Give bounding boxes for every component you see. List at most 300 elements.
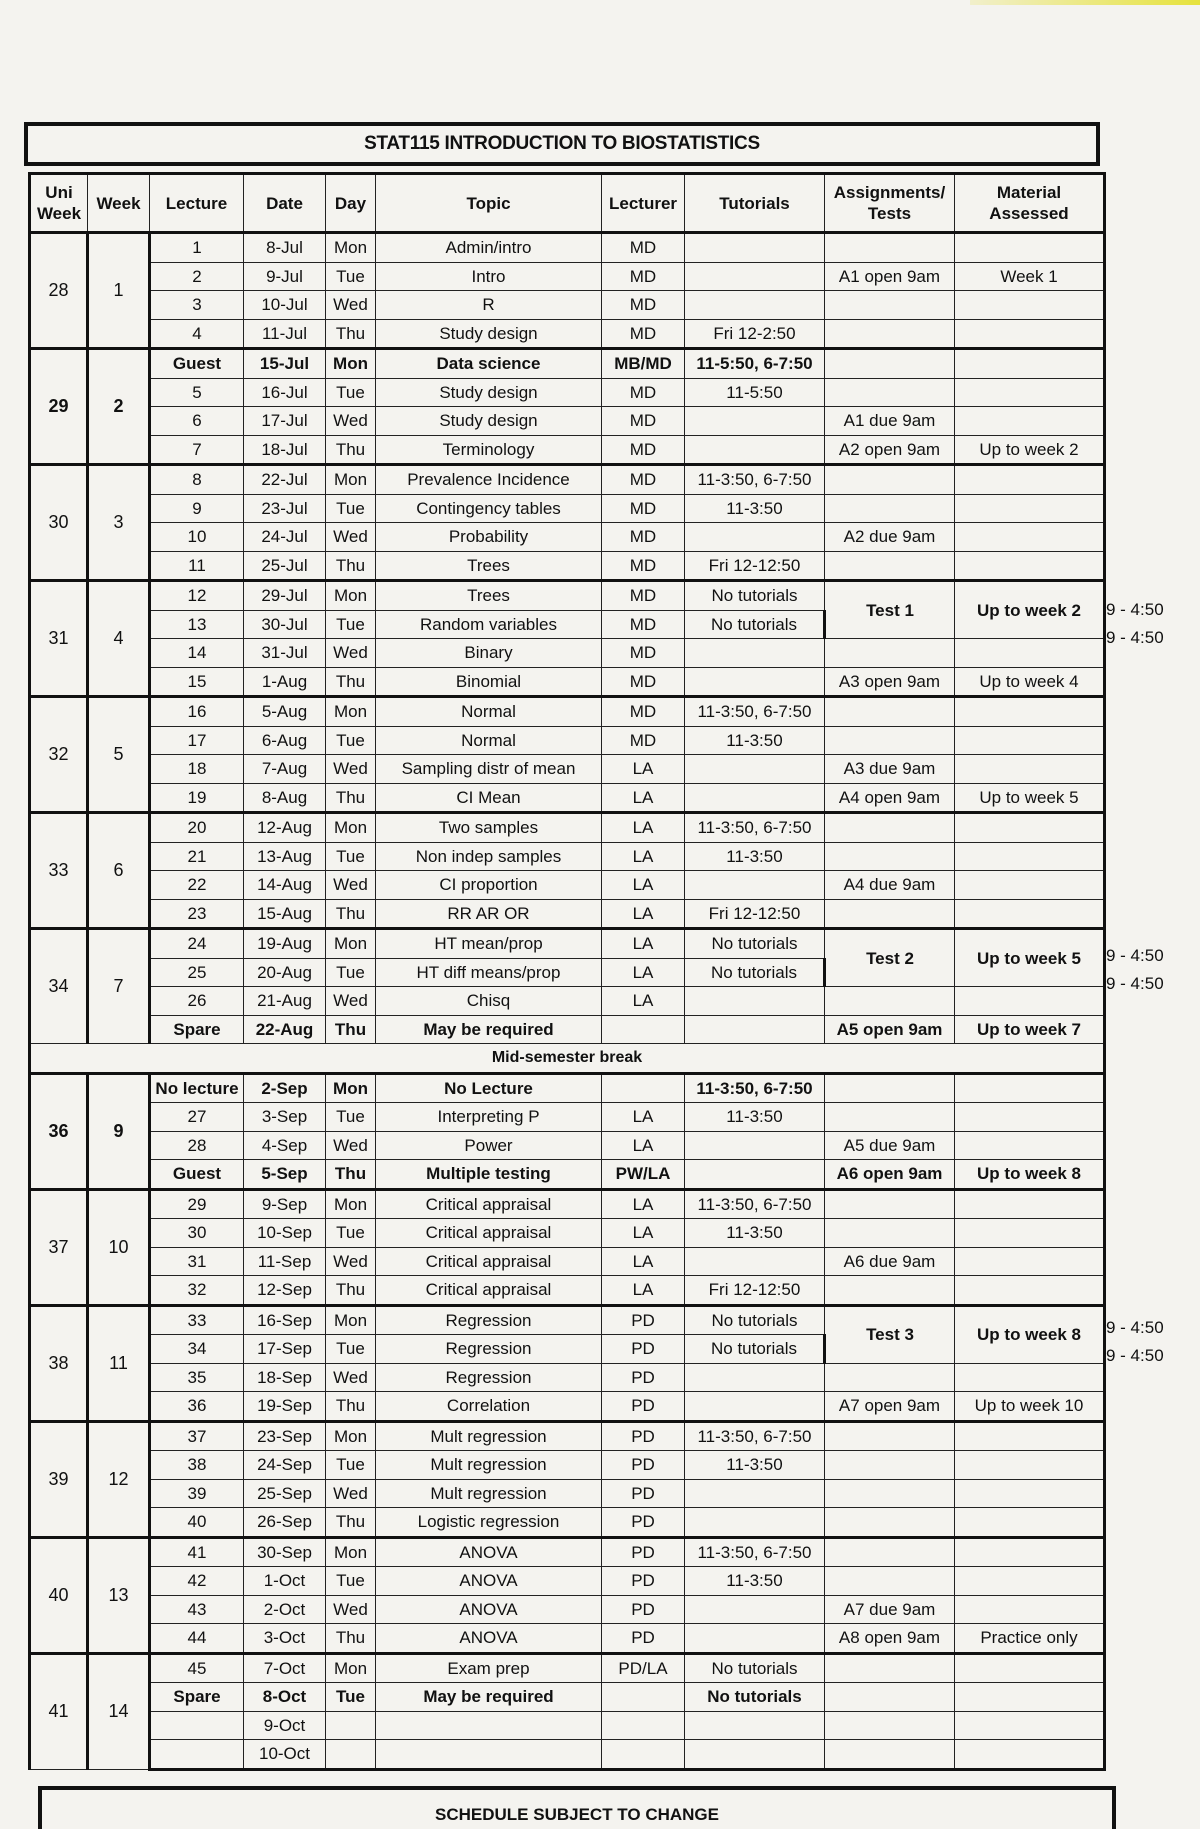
side-note: 9 - 4:50 [1106, 600, 1164, 619]
lecturer-cell: MD [602, 551, 685, 581]
table-row [30, 319, 1105, 349]
table-row [30, 1073, 1105, 1103]
lecturer-cell: LA [602, 871, 685, 900]
tutorials-cell: 11-3:50, 6-7:50 [685, 813, 825, 843]
date-cell: 8-Oct [244, 1683, 326, 1712]
day-cell: Wed [326, 523, 376, 552]
week-cell: 5 [88, 697, 150, 813]
tutorials-cell [685, 1247, 825, 1276]
day-cell: Mon [326, 581, 376, 611]
lecture-cell: 1 [150, 233, 244, 263]
day-cell: Tue [326, 1335, 376, 1364]
date-cell: 2-Oct [244, 1595, 326, 1624]
lecture-cell: 29 [150, 1189, 244, 1219]
assignment-cell [825, 1740, 955, 1770]
table-row [30, 1624, 1105, 1654]
material-cell: Up to week 5 [955, 783, 1105, 813]
lecture-cell [150, 1740, 244, 1770]
highlighter-mark [970, 0, 1200, 5]
topic-cell: Trees [376, 551, 602, 581]
lecture-cell: 32 [150, 1276, 244, 1306]
lecturer-cell: LA [602, 813, 685, 843]
topic-cell: Study design [376, 378, 602, 407]
day-cell: Tue [326, 1451, 376, 1480]
lecture-cell: 3 [150, 291, 244, 320]
header-day: Day [326, 174, 376, 233]
date-cell: 23-Jul [244, 494, 326, 523]
topic-cell: Mult regression [376, 1479, 602, 1508]
lecture-cell: 42 [150, 1567, 244, 1596]
tutorials-cell [685, 1363, 825, 1392]
material-cell [955, 233, 1105, 263]
assignment-cell: A5 open 9am [825, 1015, 955, 1044]
material-cell [955, 1189, 1105, 1219]
topic-cell: Logistic regression [376, 1508, 602, 1538]
day-cell: Wed [326, 291, 376, 320]
tutorials-cell: No tutorials [685, 1305, 825, 1335]
material-cell [955, 494, 1105, 523]
assignment-cell [825, 1567, 955, 1596]
topic-cell: Binary [376, 639, 602, 668]
topic-cell: Sampling distr of mean [376, 755, 602, 784]
lecture-cell: 17 [150, 726, 244, 755]
day-cell: Mon [326, 1073, 376, 1103]
assignment-cell: A4 due 9am [825, 871, 955, 900]
table-row [30, 262, 1105, 291]
table-row [30, 842, 1105, 871]
lecture-cell: 23 [150, 899, 244, 929]
tutorials-cell [685, 1711, 825, 1740]
topic-cell: Critical appraisal [376, 1276, 602, 1306]
date-cell: 1-Aug [244, 667, 326, 697]
day-cell: Tue [326, 726, 376, 755]
test-cell: Test 1 [825, 581, 955, 639]
date-cell: 8-Jul [244, 233, 326, 263]
lecturer-cell: LA [602, 1131, 685, 1160]
table-row [30, 349, 1105, 379]
lecturer-cell: MD [602, 465, 685, 495]
lecture-cell: Spare [150, 1683, 244, 1712]
lecturer-cell: PD [602, 1363, 685, 1392]
topic-cell: ANOVA [376, 1537, 602, 1567]
topic-cell: Critical appraisal [376, 1189, 602, 1219]
lecturer-cell [602, 1683, 685, 1712]
week-cell: 3 [88, 465, 150, 581]
lecture-cell: 25 [150, 958, 244, 987]
date-cell: 25-Sep [244, 1479, 326, 1508]
date-cell: 30-Jul [244, 610, 326, 639]
table-row [30, 1537, 1105, 1567]
material-cell [955, 987, 1105, 1016]
topic-cell: RR AR OR [376, 899, 602, 929]
date-cell: 9-Sep [244, 1189, 326, 1219]
uni-week-cell: 37 [30, 1189, 88, 1305]
side-note: 9 - 4:50 [1106, 946, 1164, 965]
day-cell: Tue [326, 1103, 376, 1132]
date-cell: 5-Sep [244, 1160, 326, 1190]
table-row [30, 494, 1105, 523]
topic-cell: Mult regression [376, 1451, 602, 1480]
assignment-cell [825, 349, 955, 379]
topic-cell [376, 1740, 602, 1770]
material-cell: Week 1 [955, 262, 1105, 291]
lecturer-cell: LA [602, 1219, 685, 1248]
assignment-cell [825, 1653, 955, 1683]
week-cell: 11 [88, 1305, 150, 1421]
lecturer-cell: MD [602, 610, 685, 639]
date-cell: 2-Sep [244, 1073, 326, 1103]
day-cell: Wed [326, 871, 376, 900]
tutorials-cell [685, 783, 825, 813]
day-cell: Tue [326, 378, 376, 407]
assignment-cell [825, 639, 955, 668]
topic-cell: Data science [376, 349, 602, 379]
material-cell [955, 1451, 1105, 1480]
date-cell: 10-Jul [244, 291, 326, 320]
table-row [30, 1160, 1105, 1190]
day-cell: Mon [326, 1537, 376, 1567]
date-cell: 9-Oct [244, 1711, 326, 1740]
date-cell: 11-Sep [244, 1247, 326, 1276]
table-row [30, 407, 1105, 436]
tutorials-cell: 11-3:50 [685, 1567, 825, 1596]
material-cell [955, 639, 1105, 668]
uni-week-cell: 34 [30, 929, 88, 1044]
lecturer-cell: LA [602, 987, 685, 1016]
date-cell: 7-Aug [244, 755, 326, 784]
header-date: Date [244, 174, 326, 233]
date-cell: 15-Jul [244, 349, 326, 379]
lecture-cell: 11 [150, 551, 244, 581]
lecturer-cell [602, 1740, 685, 1770]
lecturer-cell: PD [602, 1567, 685, 1596]
table-row [30, 435, 1105, 465]
lecture-cell: 31 [150, 1247, 244, 1276]
assignment-cell: A1 due 9am [825, 407, 955, 436]
tutorials-cell: No tutorials [685, 958, 825, 987]
material-cell [955, 1073, 1105, 1103]
topic-cell: May be required [376, 1683, 602, 1712]
lecturer-cell: MD [602, 639, 685, 668]
material-cell [955, 1653, 1105, 1683]
header-week: Week [88, 174, 150, 233]
day-cell: Mon [326, 1305, 376, 1335]
footer-text: SCHEDULE SUBJECT TO CHANGE [435, 1805, 719, 1824]
day-cell: Wed [326, 1595, 376, 1624]
material-cell [955, 349, 1105, 379]
day-cell: Thu [326, 899, 376, 929]
tutorials-cell: Fri 12-12:50 [685, 899, 825, 929]
lecture-cell: 15 [150, 667, 244, 697]
lecturer-cell: LA [602, 929, 685, 959]
material-cell [955, 813, 1105, 843]
topic-cell [376, 1711, 602, 1740]
topic-cell: Critical appraisal [376, 1247, 602, 1276]
day-cell: Mon [326, 813, 376, 843]
date-cell: 10-Oct [244, 1740, 326, 1770]
date-cell: 11-Jul [244, 319, 326, 349]
material-cell [955, 1537, 1105, 1567]
assignment-cell: A7 due 9am [825, 1595, 955, 1624]
tutorials-cell: No tutorials [685, 581, 825, 611]
table-row [30, 1508, 1105, 1538]
lecturer-cell: MD [602, 726, 685, 755]
assignment-cell [825, 1189, 955, 1219]
footer-note [38, 1786, 1116, 1829]
table-row [30, 1595, 1105, 1624]
day-cell: Mon [326, 697, 376, 727]
tutorials-cell: 11-3:50 [685, 1103, 825, 1132]
day-cell: Wed [326, 755, 376, 784]
tutorials-cell [685, 262, 825, 291]
test-material-cell: Up to week 2 [955, 581, 1105, 639]
day-cell: Tue [326, 494, 376, 523]
lecturer-cell: LA [602, 1189, 685, 1219]
tutorials-cell [685, 1015, 825, 1044]
lecturer-cell: LA [602, 842, 685, 871]
material-cell [955, 1421, 1105, 1451]
topic-cell: Correlation [376, 1392, 602, 1422]
day-cell: Mon [326, 1421, 376, 1451]
tutorials-cell: No tutorials [685, 610, 825, 639]
material-cell [955, 1567, 1105, 1596]
uni-week-cell: 29 [30, 349, 88, 465]
table-row [30, 783, 1105, 813]
topic-cell: Normal [376, 697, 602, 727]
date-cell: 12-Sep [244, 1276, 326, 1306]
tutorials-cell [685, 1131, 825, 1160]
lecture-cell: 16 [150, 697, 244, 727]
lecturer-cell: LA [602, 783, 685, 813]
material-cell [955, 523, 1105, 552]
schedule-body [30, 233, 1105, 1770]
break-row [30, 1044, 1105, 1074]
lecturer-cell: MD [602, 697, 685, 727]
date-cell: 5-Aug [244, 697, 326, 727]
assignment-cell [825, 697, 955, 727]
tutorials-cell: 11-3:50, 6-7:50 [685, 1537, 825, 1567]
table-row [30, 551, 1105, 581]
table-row [30, 465, 1105, 495]
table-row [30, 1451, 1105, 1480]
date-cell: 7-Oct [244, 1653, 326, 1683]
week-cell: 12 [88, 1421, 150, 1537]
week-cell: 1 [88, 233, 150, 349]
assignment-cell [825, 1451, 955, 1480]
lecturer-cell [602, 1711, 685, 1740]
day-cell: Thu [326, 1276, 376, 1306]
tutorials-cell: 11-3:50 [685, 1219, 825, 1248]
date-cell: 12-Aug [244, 813, 326, 843]
date-cell: 24-Jul [244, 523, 326, 552]
date-cell: 25-Jul [244, 551, 326, 581]
day-cell: Mon [326, 1189, 376, 1219]
day-cell: Tue [326, 610, 376, 639]
assignment-cell [825, 233, 955, 263]
schedule-title: STAT115 INTRODUCTION TO BIOSTATISTICS [24, 122, 1100, 166]
lecturer-cell: PW/LA [602, 1160, 685, 1190]
topic-cell: Random variables [376, 610, 602, 639]
topic-cell: Power [376, 1131, 602, 1160]
lecturer-cell: LA [602, 1247, 685, 1276]
assignment-cell: A2 due 9am [825, 523, 955, 552]
tutorials-cell: Fri 12-12:50 [685, 551, 825, 581]
day-cell: Thu [326, 435, 376, 465]
table-row [30, 1567, 1105, 1596]
lecture-cell: 19 [150, 783, 244, 813]
assignment-cell: A6 due 9am [825, 1247, 955, 1276]
lecturer-cell: PD [602, 1335, 685, 1364]
lecture-cell: 28 [150, 1131, 244, 1160]
table-row [30, 1247, 1105, 1276]
table-row [30, 523, 1105, 552]
topic-cell: Terminology [376, 435, 602, 465]
uni-week-cell: 33 [30, 813, 88, 929]
table-row [30, 1131, 1105, 1160]
topic-cell: Admin/intro [376, 233, 602, 263]
date-cell: 23-Sep [244, 1421, 326, 1451]
lecture-cell: Guest [150, 1160, 244, 1190]
week-cell: 2 [88, 349, 150, 465]
assignment-cell [825, 465, 955, 495]
material-cell [955, 1103, 1105, 1132]
date-cell: 19-Sep [244, 1392, 326, 1422]
tutorials-cell [685, 987, 825, 1016]
date-cell: 20-Aug [244, 958, 326, 987]
table-row [30, 1711, 1105, 1740]
day-cell: Thu [326, 1392, 376, 1422]
day-cell: Thu [326, 1015, 376, 1044]
lecture-cell: 30 [150, 1219, 244, 1248]
tutorials-cell: 11-5:50 [685, 378, 825, 407]
lecture-cell: Spare [150, 1015, 244, 1044]
tutorials-cell [685, 233, 825, 263]
lecture-cell: 14 [150, 639, 244, 668]
material-cell [955, 899, 1105, 929]
lecturer-cell: LA [602, 755, 685, 784]
topic-cell: Binomial [376, 667, 602, 697]
table-row [30, 813, 1105, 843]
date-cell: 9-Jul [244, 262, 326, 291]
day-cell: Mon [326, 1653, 376, 1683]
tutorials-cell [685, 1624, 825, 1654]
table-row [30, 1103, 1105, 1132]
lecturer-cell: MD [602, 667, 685, 697]
lecturer-cell: PD [602, 1479, 685, 1508]
topic-cell: Study design [376, 407, 602, 436]
tutorials-cell: 11-3:50, 6-7:50 [685, 465, 825, 495]
date-cell: 24-Sep [244, 1451, 326, 1480]
table-row [30, 1653, 1105, 1683]
date-cell: 22-Jul [244, 465, 326, 495]
header-assignments: Assignments/ Tests [825, 174, 955, 233]
lecturer-cell: PD [602, 1624, 685, 1654]
header-lecture: Lecture [150, 174, 244, 233]
uni-week-cell: 36 [30, 1073, 88, 1189]
lecture-cell: 8 [150, 465, 244, 495]
assignment-cell: A5 due 9am [825, 1131, 955, 1160]
lecture-cell: 44 [150, 1624, 244, 1654]
lecture-cell: 41 [150, 1537, 244, 1567]
tutorials-cell [685, 435, 825, 465]
lecture-cell: 24 [150, 929, 244, 959]
topic-cell: Chisq [376, 987, 602, 1016]
lecture-cell: 2 [150, 262, 244, 291]
side-note: 9 - 4:50 [1106, 974, 1164, 993]
lecturer-cell: MD [602, 291, 685, 320]
table-row [30, 1276, 1105, 1306]
material-cell [955, 1247, 1105, 1276]
topic-cell: Interpreting P [376, 1103, 602, 1132]
lecture-cell: 36 [150, 1392, 244, 1422]
topic-cell: Two samples [376, 813, 602, 843]
date-cell: 17-Sep [244, 1335, 326, 1364]
assignment-cell [825, 1363, 955, 1392]
material-cell [955, 1508, 1105, 1538]
assignment-cell: A1 open 9am [825, 262, 955, 291]
assignment-cell [825, 813, 955, 843]
material-cell [955, 1363, 1105, 1392]
table-row [30, 291, 1105, 320]
assignment-cell: A3 open 9am [825, 667, 955, 697]
tutorials-cell: 11-3:50 [685, 842, 825, 871]
assignment-cell: A3 due 9am [825, 755, 955, 784]
uni-week-cell: 39 [30, 1421, 88, 1537]
topic-cell: Mult regression [376, 1421, 602, 1451]
header-uni-week: Uni Week [30, 174, 88, 233]
day-cell: Wed [326, 639, 376, 668]
material-cell: Practice only [955, 1624, 1105, 1654]
tutorials-cell: No tutorials [685, 929, 825, 959]
lecturer-cell: MD [602, 378, 685, 407]
lecturer-cell: LA [602, 958, 685, 987]
lecturer-cell [602, 1015, 685, 1044]
material-cell [955, 871, 1105, 900]
date-cell: 1-Oct [244, 1567, 326, 1596]
tutorials-cell: 11-3:50 [685, 1451, 825, 1480]
week-cell: 10 [88, 1189, 150, 1305]
day-cell: Mon [326, 929, 376, 959]
material-cell [955, 726, 1105, 755]
assignment-cell: A7 open 9am [825, 1392, 955, 1422]
topic-cell: Prevalence Incidence [376, 465, 602, 495]
date-cell: 4-Sep [244, 1131, 326, 1160]
date-cell: 3-Sep [244, 1103, 326, 1132]
assignment-cell [825, 1276, 955, 1306]
topic-cell: CI proportion [376, 871, 602, 900]
material-cell [955, 551, 1105, 581]
topic-cell: Probability [376, 523, 602, 552]
lecture-cell: 37 [150, 1421, 244, 1451]
day-cell: Thu [326, 667, 376, 697]
topic-cell: HT mean/prop [376, 929, 602, 959]
table-row [30, 1479, 1105, 1508]
table-row [30, 1305, 1105, 1335]
material-cell [955, 465, 1105, 495]
topic-cell: Regression [376, 1335, 602, 1364]
day-cell: Tue [326, 958, 376, 987]
date-cell: 19-Aug [244, 929, 326, 959]
day-cell: Wed [326, 1247, 376, 1276]
tutorials-cell: No tutorials [685, 1683, 825, 1712]
topic-cell: Study design [376, 319, 602, 349]
tutorials-cell [685, 1508, 825, 1538]
assignment-cell [825, 1421, 955, 1451]
date-cell: 14-Aug [244, 871, 326, 900]
topic-cell: HT diff means/prop [376, 958, 602, 987]
lecture-cell: Guest [150, 349, 244, 379]
topic-cell: ANOVA [376, 1595, 602, 1624]
